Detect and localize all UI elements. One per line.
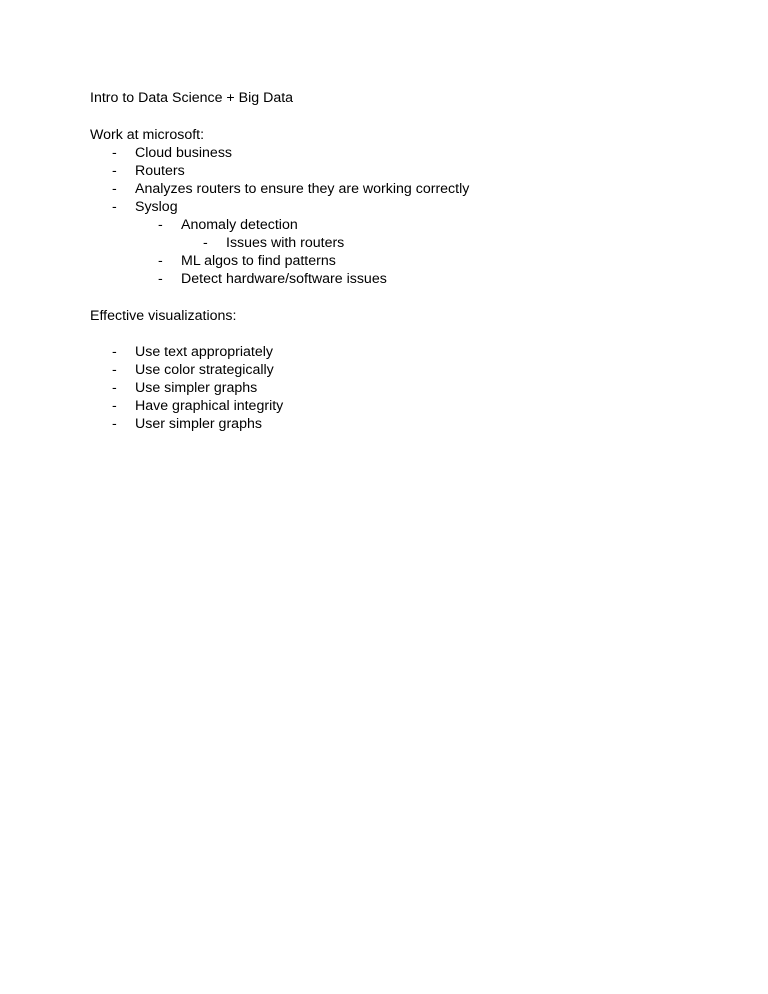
document-title: Intro to Data Science + Big Data — [90, 90, 294, 106]
bullet-dash-icon: - — [158, 253, 163, 269]
bullet-dash-icon: - — [112, 416, 117, 432]
bullet-dash-icon: - — [112, 163, 117, 179]
bullet-dash-icon: - — [112, 145, 117, 161]
bullet-dash-icon: - — [158, 271, 163, 287]
section-heading-work: Work at microsoft: — [90, 127, 205, 143]
bullet-dash-icon: - — [158, 217, 163, 233]
bullet-dash-icon: - — [112, 344, 117, 360]
bullet-dash-icon: - — [112, 380, 117, 396]
section-heading-visualizations: Effective visualizations: — [90, 308, 237, 324]
bullet-dash-icon: - — [112, 199, 117, 215]
bullet-dash-icon: - — [112, 362, 117, 378]
bullet-dash-icon: - — [112, 181, 117, 197]
bullet-dash-icon: - — [112, 398, 117, 414]
bullet-dash-icon: - — [203, 235, 208, 251]
